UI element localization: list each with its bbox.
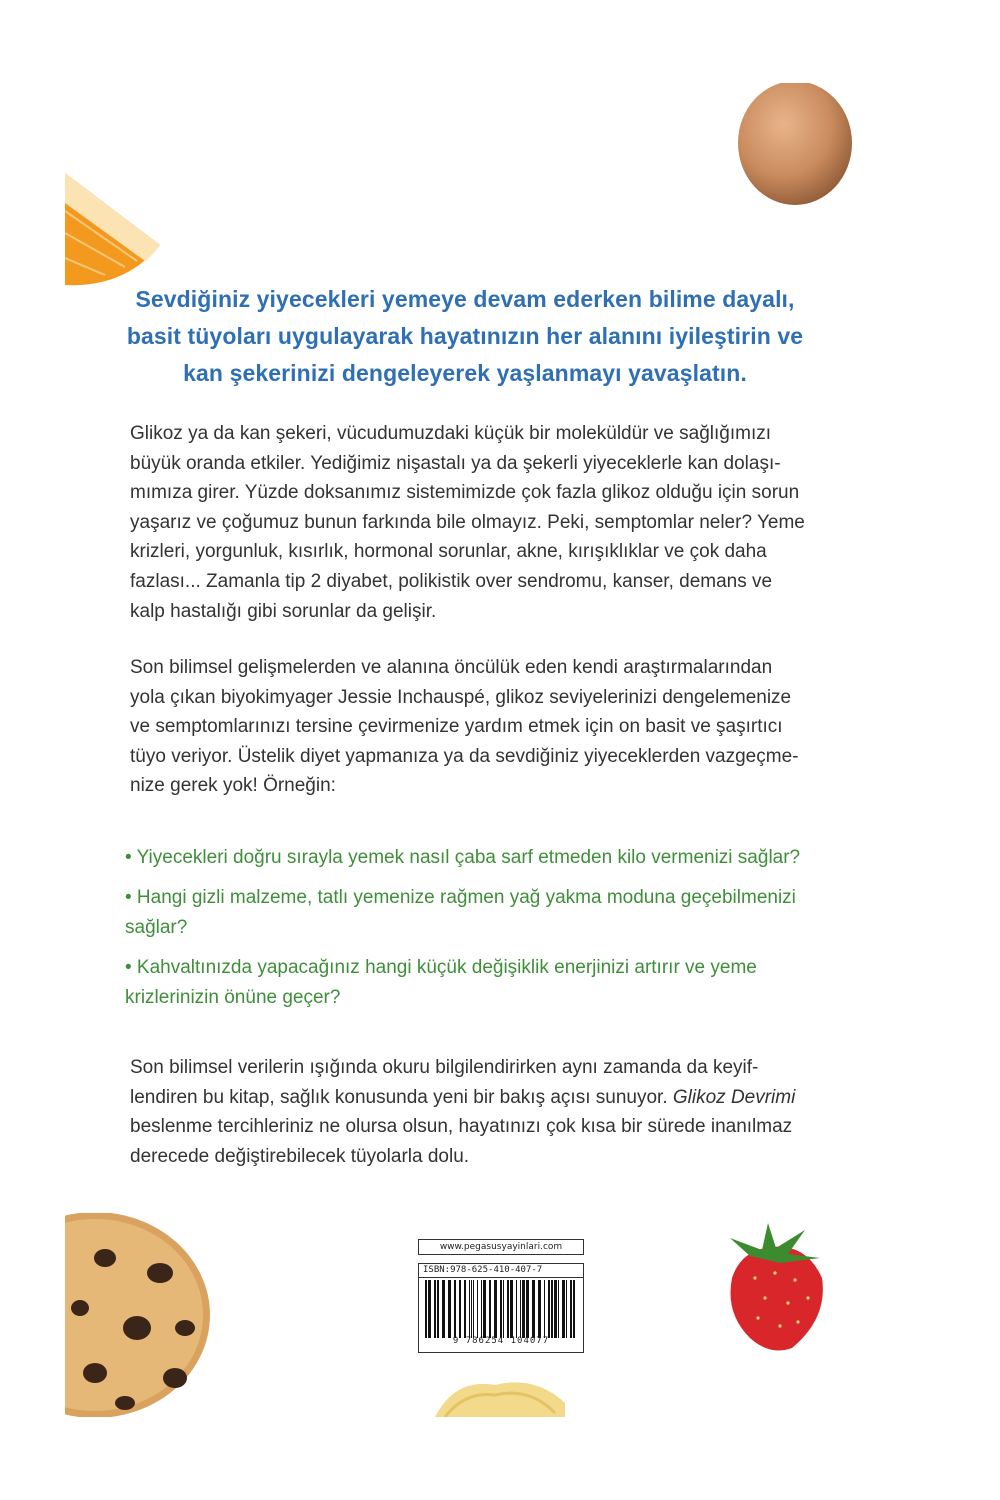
- orange-slice-image: [65, 163, 165, 293]
- barcode-graphic: [423, 1280, 579, 1338]
- intro-paragraph: [130, 419, 850, 626]
- barcode-bar: [566, 1280, 567, 1338]
- paragraph-text: lendiren bu kitap, sağlık konusunda yeni bir bakış açısı sunuyor.: [130, 1086, 673, 1108]
- pasta-image: [435, 1373, 565, 1417]
- barcode-bar: [473, 1280, 474, 1338]
- isbn-label: ISBN:978-625-410-407-7: [418, 1263, 584, 1278]
- barcode-block: [418, 1239, 584, 1353]
- bullet-line: • Hangi gizli malzeme, tatlı yemenize rağmen yağ yakma moduna geçebilmenizi: [125, 887, 796, 908]
- paragraph-line: nize gerek yok! Örneğin:: [130, 775, 336, 797]
- closing-paragraph: [130, 1053, 850, 1171]
- barcode-bar: [548, 1280, 550, 1338]
- paragraph-line: Glikoz ya da kan şekeri, vücudumuzdaki küçük bir moleküldür ve sağlığımızı: [130, 423, 771, 444]
- barcode-bar: [573, 1280, 575, 1338]
- paragraph-line: krizleri, yorgunluk, kısırlık, hormonal sorunlar, akne, kırışıklıklar ve çok daha: [130, 541, 767, 563]
- barcode-bar: [544, 1280, 545, 1338]
- paragraph-line: beslenme tercihleriniz ne olursa olsun, hayatınızı çok kısa bir sürede inanılmaz: [130, 1116, 793, 1138]
- barcode-bar: [469, 1280, 470, 1338]
- tagline: [65, 281, 865, 392]
- paragraph-line: yaşarız ve çoğumuz bunun farkında bile olmayız. Peki, semptomlar neler? Yeme: [130, 511, 805, 533]
- barcode-bar: [494, 1280, 497, 1338]
- paragraph-line: Son bilimsel gelişmelerden ve alanına öncülük eden kendi araştırmalarından: [130, 657, 773, 678]
- bullet-item: [125, 843, 855, 873]
- barcode-bar: [437, 1280, 439, 1338]
- barcode-bar: [532, 1280, 535, 1338]
- tagline-line: Sevdiğiniz yiyecekleri yemeye devam ederken bilime dayalı,: [135, 286, 795, 312]
- book-title-italic: Glikoz Devrimi: [672, 1086, 796, 1108]
- barcode-bar: [454, 1280, 456, 1338]
- barcode-bar: [507, 1280, 509, 1338]
- tagline-line: basit tüyoları uygulayarak hayatınızın her alanını iyileştirin ve: [126, 323, 804, 349]
- author-paragraph: [130, 653, 850, 801]
- barcode-bar: [448, 1280, 451, 1338]
- paragraph-line: yola çıkan biyokimyager Jessie Inchauspé, glikoz seviyelerinizi dengelemenize: [130, 686, 792, 708]
- barcode-bar: [425, 1280, 427, 1338]
- paragraph-line: derecede değiştirebilecek tüyolarla dolu.: [130, 1145, 470, 1167]
- barcode-bar: [481, 1280, 482, 1338]
- paragraph-line: büyük oranda etkiler. Yediğimiz nişastalı ya da şekerli yiyeceklerle kan dolaşı-: [130, 452, 781, 474]
- paragraph-line: ve semptomlarınızı tersine çevirmenize yardım etmek için on basit ve şaşırtıcı: [130, 716, 783, 738]
- paragraph-line: Son bilimsel verilerin ışığında okuru bilgilendirirken aynı zamanda da keyif-: [130, 1057, 759, 1078]
- barcode-bar: [570, 1280, 572, 1338]
- barcode-bar: [428, 1280, 431, 1338]
- barcode-bar: [434, 1280, 436, 1338]
- barcode-bar: [538, 1280, 541, 1338]
- barcode-bar: [489, 1280, 491, 1338]
- bullet-line: krizlerinizin önüne geçer?: [125, 987, 341, 1008]
- barcode-bar: [503, 1280, 504, 1338]
- paragraph-line: kalp hastalığı gibi sorunlar da gelişir.: [130, 600, 437, 622]
- example-bullet-list: [125, 843, 855, 1023]
- paragraph-line: fazlası... Zamanla tip 2 diyabet, polikistik over sendromu, kanser, demans ve: [130, 570, 773, 592]
- bullet-line: sağlar?: [125, 917, 188, 938]
- barcode-bar: [522, 1280, 525, 1338]
- bullet-item: [125, 883, 855, 943]
- barcode-bar: [520, 1280, 521, 1338]
- barcode-bar: [516, 1280, 517, 1338]
- paragraph-line: mımıza girer. Yüzde doksanımız sistemimizde çok fazla glikoz olduğu için sorun: [130, 482, 800, 504]
- ean-number: 9 786254 104077: [452, 1336, 550, 1346]
- barcode-bar: [562, 1280, 565, 1338]
- bullet-line: • Kahvaltınızda yapacağınız hangi küçük değişiklik enerjinizi artırır ve yeme: [125, 957, 757, 978]
- egg-image: [733, 83, 865, 208]
- barcode-bar: [459, 1280, 461, 1338]
- book-back-cover: [65, 83, 865, 1417]
- bullet-item: [125, 953, 855, 1013]
- barcode-bar: [558, 1280, 559, 1338]
- barcode-bar: [477, 1280, 478, 1338]
- barcode-bar: [551, 1280, 553, 1338]
- strawberry-image: [710, 1218, 840, 1358]
- barcode-bar: [442, 1280, 445, 1338]
- paragraph-line: [130, 1083, 850, 1113]
- cookie-image: [65, 1213, 215, 1417]
- barcode-bar: [500, 1280, 502, 1338]
- paragraph-line: tüyo veriyor. Üstelik diyet yapmanıza ya da sevdiğiniz yiyeceklerden vazgeçme-: [130, 745, 799, 767]
- barcode-bar: [471, 1280, 472, 1338]
- barcode-bar: [510, 1280, 513, 1338]
- tagline-line: kan şekerinizi dengeleyerek yaşlanmayı yavaşlatın.: [183, 360, 747, 386]
- barcode-bar: [526, 1280, 529, 1338]
- barcode-bar: [554, 1280, 557, 1338]
- bullet-line: • Yiyecekleri doğru sırayla yemek nasıl çaba sarf etmeden kilo vermenizi sağlar?: [125, 847, 801, 868]
- barcode-bar: [483, 1280, 486, 1338]
- barcode-bar: [464, 1280, 466, 1338]
- publisher-url: www.pegasusyayinlari.com: [418, 1239, 584, 1255]
- barcode-bars: [418, 1278, 584, 1353]
